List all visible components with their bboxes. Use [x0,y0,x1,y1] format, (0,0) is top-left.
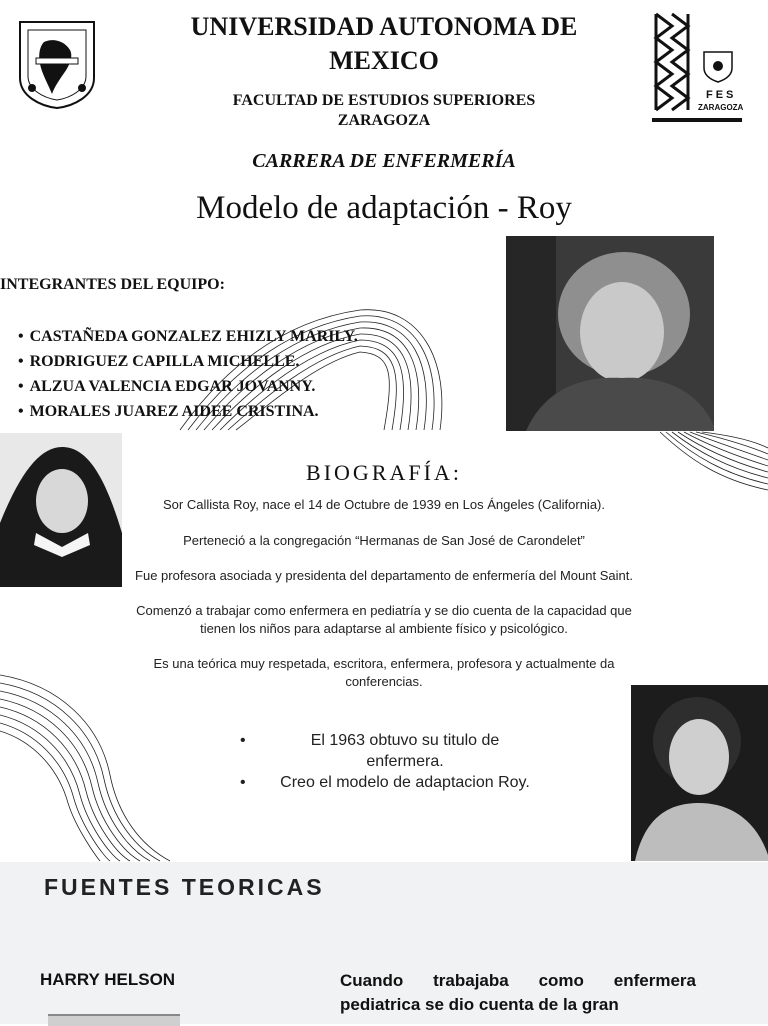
fes-logo-subtext: ZARAGOZA [698,103,744,112]
team-heading: INTEGRANTES DEL EQUIPO: [0,276,225,293]
fes-logo-text: FES [706,89,737,101]
photo-callista-roy-adult [631,685,768,861]
photo-harry-helson [48,1014,180,1026]
fes-zaragoza-logo-icon [652,12,744,124]
biography-heading: BIOGRAFÍA: [306,460,462,485]
career-title: CARRERA DE ENFERMERÍA [252,150,516,172]
photo-callista-roy-nun [0,433,122,587]
team-list [18,324,358,424]
fact-item: • El 1963 obtuvo su titulo de enfermera. [250,730,540,772]
university-title: UNIVERSIDAD AUTONOMA DE MEXICO [190,12,578,75]
unam-seal-icon [14,18,100,110]
facts-list [250,730,540,793]
sources-heading: FUENTES TEORICAS [44,874,325,900]
team-member: • ALZUA VALENCIA EDGAR JOVANNY. [18,374,358,399]
team-member: • CASTAÑEDA GONZALEZ EHIZLY MARILY. [18,324,358,349]
wave-pattern-left [0,665,200,865]
source-author: HARRY HELSON [40,970,176,989]
photo-callista-roy-elderly [506,236,714,431]
team-member: • MORALES JUAREZ AIDEE CRISTINA. [18,399,358,424]
biography-paragraph: Es una teórica muy respetada, escritora, enfermera, profesora y actualmente da conferencias. [153,656,615,689]
biography-paragraph: Fue profesora asociada y presidenta del departamento de enfermería del Mount Saint. [135,568,633,583]
biography-paragraph: Comenzó a trabajar como enfermera en pediatría y se dio cuenta de la capacidad que tienen los niños para adaptarse al ambiente físico y psicológico. [136,603,632,636]
fact-item: • Creo el modelo de adaptacion Roy. [250,772,540,793]
biography-paragraph: Sor Callista Roy, nace el 14 de Octubre de 1939 en Los Ángeles (California). [162,497,605,512]
wave-pattern-right [660,430,768,500]
faculty-title: FACULTAD DE ESTUDIOS SUPERIORES ZARAGOZA [232,92,536,129]
source-text: Cuando trabajaba como enfermera pediatrica se dio cuenta de la gran [340,971,696,1014]
model-title: Modelo de adaptación - Roy [196,190,572,226]
team-member: • RODRIGUEZ CAPILLA MICHELLE. [18,349,358,374]
biography-paragraph: Perteneció a la congregación “Hermanas de San José de Carondelet” [183,533,585,548]
